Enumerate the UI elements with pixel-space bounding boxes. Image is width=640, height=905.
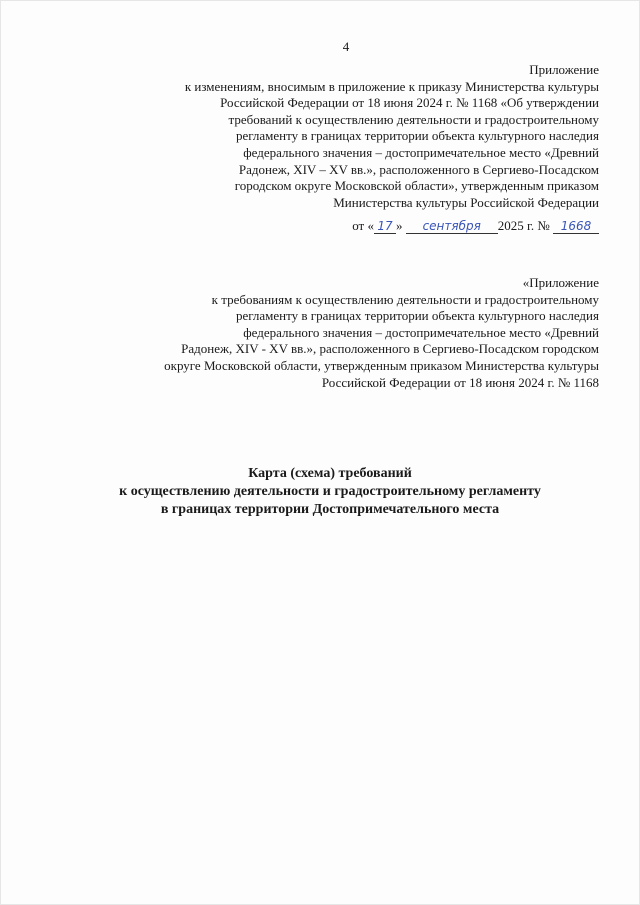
document-title-line: к осуществлению деятельности и градостроительному регламенту	[119, 484, 541, 499]
appendix-header-line: городском округе Московской области», утвержденным приказом	[234, 178, 599, 194]
appendix-subheader-line: округе Московской области, утвержденным приказом Министерства культуры	[164, 357, 599, 373]
document-title-line: в границах территории Достопримечательного места	[160, 502, 500, 517]
order-mid: »	[395, 218, 403, 233]
appendix-subheader-line: Радонеж, XIV - XV вв.», расположенного в Сергиево-Посадском городском	[181, 341, 599, 357]
appendix-header-line: Министерства культуры Российской Федерации	[333, 194, 599, 210]
order-date-number	[352, 217, 599, 235]
appendix-header-line: Радонеж, XIV – XV вв.», расположенного в Сергиево-Посадском	[238, 161, 599, 177]
appendix-header-line: Российской Федерации от 18 июня 2024 г. № 1168 «Об утверждении	[220, 95, 599, 111]
appendix-subheader-line: к требованиям к осуществлению деятельности и градостроительному	[211, 291, 599, 307]
order-day: 17	[374, 219, 396, 234]
appendix-header	[185, 62, 599, 211]
appendix-subheader	[164, 275, 599, 391]
appendix-header-line: регламенту в границах территории объекта культурного наследия	[235, 128, 599, 144]
appendix-header-line: федерального значения – достопримечательное место «Древний	[243, 144, 599, 160]
order-year-text: 2025 г. №	[497, 218, 550, 233]
appendix-subheader-line: Российской Федерации от 18 июня 2024 г. № 1168	[321, 374, 599, 390]
order-number: 1668	[553, 219, 599, 234]
order-month: сентября	[406, 219, 498, 234]
page-number: 4	[342, 39, 350, 54]
document-title-line: Карта (схема) требований	[248, 466, 412, 481]
appendix-header-line: требований к осуществлению деятельности и градостроительному	[228, 111, 599, 127]
document-title	[11, 465, 640, 519]
appendix-subheader-line: регламенту в границах территории объекта культурного наследия	[235, 308, 599, 324]
appendix-header-line: к изменениям, вносимым в приложение к приказу Министерства культуры	[184, 78, 599, 94]
appendix-subheader-line: федерального значения – достопримечательное место «Древний	[243, 324, 599, 340]
appendix-subheader-line: «Приложение	[522, 275, 599, 290]
order-prefix: от «	[352, 218, 374, 233]
appendix-header-line: Приложение	[529, 62, 599, 77]
